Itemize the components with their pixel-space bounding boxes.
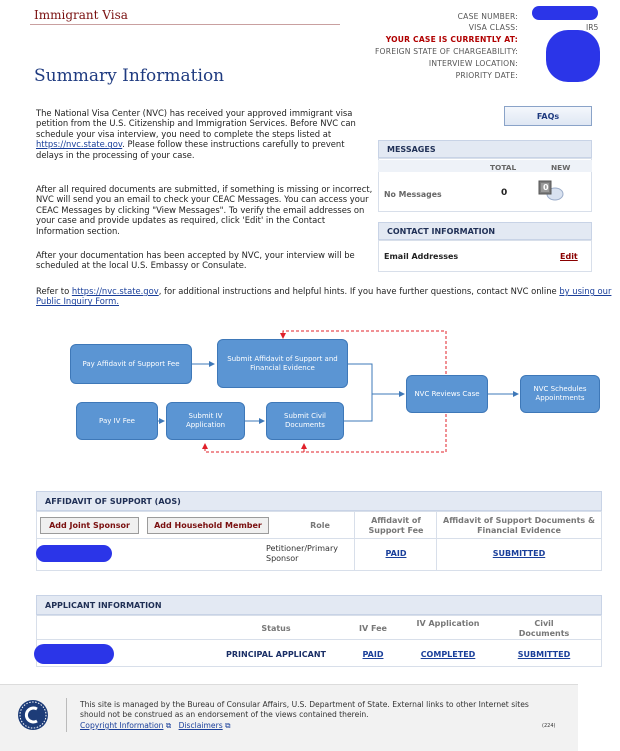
civil-documents-status-link[interactable]: SUBMITTED xyxy=(517,650,571,659)
applicant-section-header: APPLICANT INFORMATION xyxy=(36,595,602,615)
aos-col-fee: Affidavit of Support Fee xyxy=(368,516,424,535)
email-addresses-label: Email Addresses xyxy=(384,252,459,261)
aos-fee-status-link[interactable]: PAID xyxy=(385,549,407,558)
flow-node-submit-iv-application: Submit IV Application xyxy=(166,402,245,440)
flow-node-pay-iv-fee: Pay IV Fee xyxy=(76,402,158,440)
app-title: Immigrant Visa xyxy=(34,8,128,22)
intro-paragraph-2: After all required documents are submitted, if something is missing or incorrect, NVC will send you an email to check your CEAC Messages. You can access your CEAC Messages by clicking "View Messages". To verify the email addresses on your case and provide updates as required, click 'Edit' in the Contact Information section. xyxy=(36,184,373,236)
aos-col-documents: Affidavit of Support Documents & Financial Evidence xyxy=(443,516,595,535)
aos-col-divider-2 xyxy=(436,511,437,571)
edit-email-link[interactable]: Edit xyxy=(560,252,578,261)
messages-total-count: 0 xyxy=(501,188,508,198)
footer-disclaimer-text: This site is managed by the Bureau of Consular Affairs, U.S. Department of State. External links to other Internet sites should not be construed as an endorsement of the views contained therein. xyxy=(80,700,529,719)
aos-section-header: AFFIDAVIT OF SUPPORT (AOS) xyxy=(36,491,602,511)
messages-new-header: NEW xyxy=(551,163,571,172)
applicant-row-divider xyxy=(37,639,601,640)
aos-row-divider xyxy=(37,538,601,539)
disclaimers-link[interactable]: Disclaimers xyxy=(178,721,223,730)
applicant-col-civil-documents: Civil Documents xyxy=(518,619,570,638)
messages-header: MESSAGES xyxy=(378,140,592,158)
applicant-col-iv-fee: IV Fee xyxy=(359,624,387,633)
redacted-applicant-name xyxy=(34,644,114,664)
arrow-submit-aos-to-review xyxy=(348,364,404,394)
footer-code: (224) xyxy=(542,723,556,729)
external-link-icon: ⧉ xyxy=(165,721,172,730)
iv-fee-status-link[interactable]: PAID xyxy=(362,650,384,659)
contact-info-header: CONTACT INFORMATION xyxy=(378,222,592,240)
applicant-col-status: Status xyxy=(261,624,291,633)
flow-node-nvc-schedules: NVC Schedules Appointments xyxy=(520,375,600,413)
flow-node-submit-aos: Submit Affidavit of Support and Financial Evidence xyxy=(217,339,348,388)
no-messages-text: No Messages xyxy=(384,190,442,199)
chargeability-label: FOREIGN STATE OF CHARGEABILITY: xyxy=(374,47,518,56)
add-household-member-button[interactable]: Add Household Member xyxy=(147,517,269,534)
messages-total-header: TOTAL xyxy=(490,163,517,172)
page-title: Summary Information xyxy=(34,66,225,86)
intro-paragraph-1: The National Visa Center (NVC) has received your approved immigrant visa petition from the U.S. Citizenship and Immigration Services. Before NVC can schedule your visa interview, you need to complete the steps listed at https://nvc.state.gov. Please follow these instructions carefully to prevent delays in the processing of your case. xyxy=(36,108,356,160)
aos-col-role: Role xyxy=(310,521,330,530)
visa-class-label: VISA CLASS: xyxy=(468,23,518,32)
public-inquiry-link[interactable]: by using our Public Inquiry Form. xyxy=(36,286,612,307)
arrow-civil-to-review xyxy=(344,394,372,421)
footer-divider xyxy=(66,698,67,732)
redacted-sponsor-name xyxy=(36,545,112,562)
priority-date-label: PRIORITY DATE: xyxy=(455,71,518,80)
visa-class-value: IR5 xyxy=(586,23,599,32)
state-department-seal-icon xyxy=(18,700,48,730)
case-number-label: CASE NUMBER: xyxy=(457,12,518,21)
flow-node-pay-aos-fee: Pay Affidavit of Support Fee xyxy=(70,344,192,384)
intro-paragraph-3: After your documentation has been accepted by NVC, your interview will be scheduled at the local U.S. Embassy or Consulate. xyxy=(36,250,355,271)
copyright-information-link[interactable]: Copyright Information xyxy=(80,721,164,730)
seal-emblem-icon xyxy=(18,700,48,730)
intro-paragraph-4: Refer to https://nvc.state.gov, for additional instructions and helpful hints. If you have further questions, contact NVC online by using our Public Inquiry Form. xyxy=(36,286,612,307)
aos-row-role: Petitioner/Primary Sponsor xyxy=(266,544,338,563)
nvc-link-2[interactable]: https://nvc.state.gov xyxy=(71,286,159,296)
applicant-status: PRINCIPAL APPLICANT xyxy=(226,650,326,659)
interview-location-label: INTERVIEW LOCATION: xyxy=(428,59,518,68)
external-link-icon-2: ⧉ xyxy=(225,721,231,730)
add-joint-sponsor-button[interactable]: Add Joint Sponsor xyxy=(40,517,139,534)
flow-node-submit-civil-documents: Submit Civil Documents xyxy=(266,402,344,440)
faqs-button[interactable]: FAQs xyxy=(504,106,592,126)
iv-application-status-link[interactable]: COMPLETED xyxy=(420,650,476,659)
flow-node-nvc-reviews-case: NVC Reviews Case xyxy=(406,375,488,413)
case-location-label: YOUR CASE IS CURRENTLY AT: xyxy=(385,35,518,44)
aos-documents-status-link[interactable]: SUBMITTED xyxy=(492,549,546,558)
footer-links xyxy=(80,721,231,731)
messages-new-count: 0 xyxy=(543,183,549,192)
aos-col-divider-1 xyxy=(354,511,355,571)
nvc-link[interactable]: https://nvc.state.gov xyxy=(36,139,123,150)
applicant-col-iv-application: IV Application xyxy=(416,619,480,628)
